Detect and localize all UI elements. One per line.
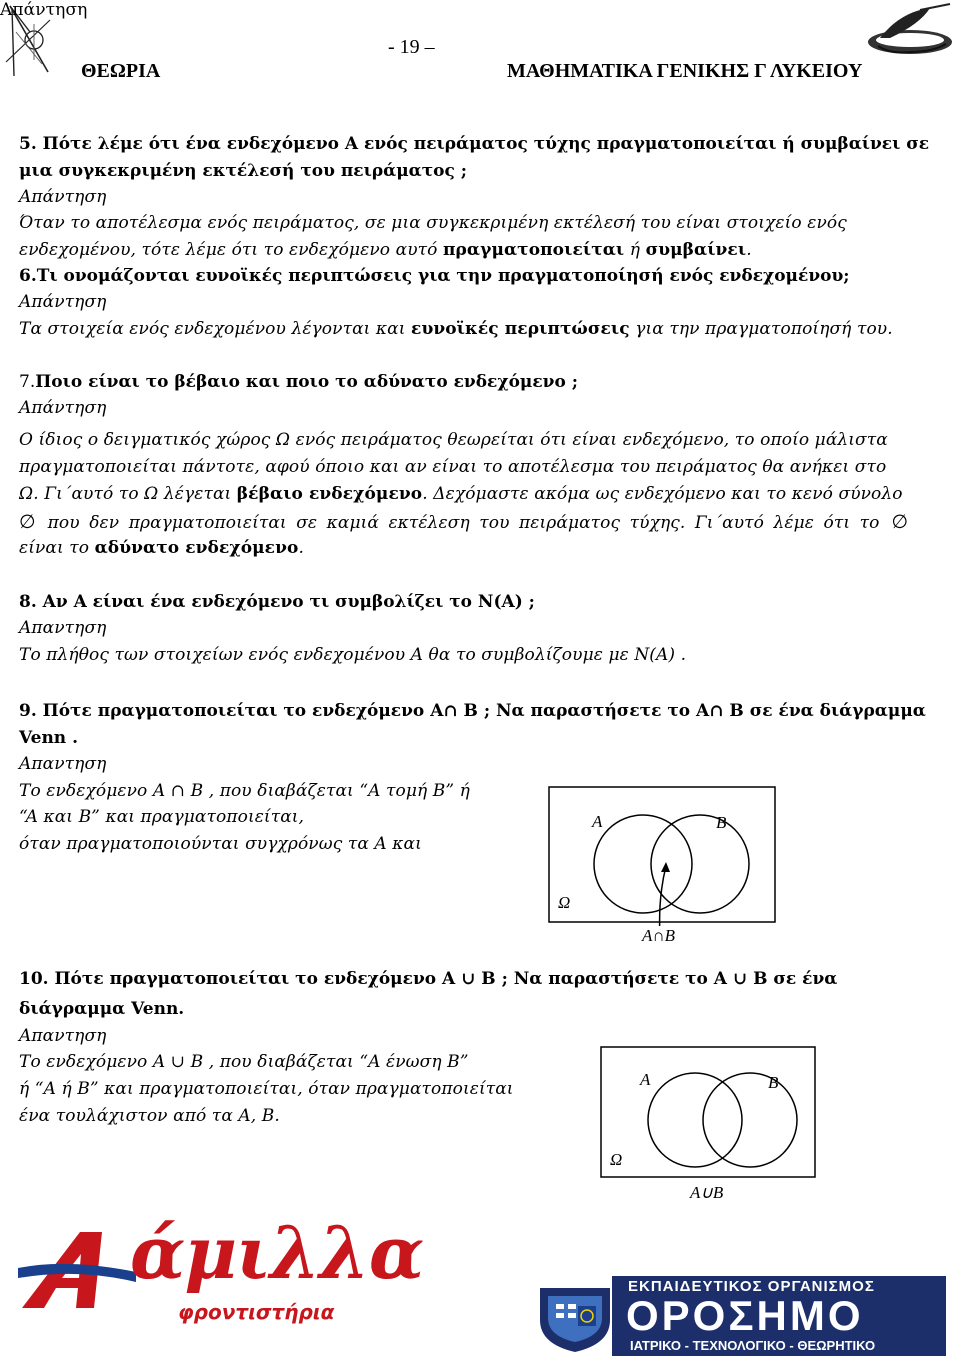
amilla-sub-text: φροντιστήρια bbox=[178, 1300, 335, 1324]
answer-label: Απαντηση bbox=[19, 754, 107, 774]
answer-line: ένα τουλάχιστον από τα A, B. bbox=[19, 1106, 280, 1126]
answer-line: Το ενδεχόμενο A ∪ B , που διαβάζεται “A ένωση B” bbox=[19, 1052, 469, 1072]
amilla-a-mark-icon bbox=[18, 1228, 136, 1312]
sample-space-rect bbox=[549, 787, 775, 922]
answer-line: πραγματοποιείται πάντοτε, αφού όποιο και αν είναι το αποτέλεσμα του πειράματος θα ανήκει στο bbox=[19, 457, 887, 477]
orosimo-banner bbox=[612, 1276, 946, 1356]
orosimo-shield-icon bbox=[530, 1284, 620, 1354]
orosimo-brand-text: ΟΡΟΣΗΜΟ bbox=[626, 1292, 864, 1339]
venn-label-a: A bbox=[640, 1070, 651, 1089]
venn-label-result: A∪B bbox=[690, 1183, 724, 1202]
question-5-title-line2: μια συγκεκριμένη εκτέλεσή του πειράματος ; bbox=[19, 161, 468, 181]
venn-intersection-svg bbox=[548, 786, 778, 926]
bold-term: βέβαιο ενδεχόμενο bbox=[236, 484, 423, 504]
question-8-title: 8. Αν A είναι ένα ενδεχόμενο τι συμβολίζει το N(A) ; bbox=[19, 592, 535, 612]
bold-term: συμβαίνει bbox=[645, 240, 747, 260]
orosimo-top-text: ΕΚΠΑΙΔΕΥΤΙΚΟΣ ΟΡΓΑΝΙΣΜΟΣ bbox=[628, 1278, 875, 1295]
venn-label-omega: Ω bbox=[610, 1150, 623, 1169]
answer-text: . Δεχόμαστε ακόμα ως ενδεχόμενο και το κενό σύνολο bbox=[422, 484, 903, 504]
orosimo-logo bbox=[530, 1284, 620, 1354]
header-right-title: ΜΑΘΗΜΑΤΙΚΑ ΓΕΝΙΚΗΣ Γ ΛΥΚΕΙΟΥ bbox=[507, 60, 863, 82]
header-left-title: ΘΕΩΡΙΑ bbox=[81, 60, 161, 82]
arrow-head bbox=[661, 862, 670, 872]
quill-ink-icon bbox=[860, 2, 956, 60]
answer-line: Ο ίδιος ο δειγματικός χώρος Ω ενός πειράματος θεωρείται ότι είναι ενδεχόμενο, το οποίο μάλιστα bbox=[19, 430, 888, 450]
answer-line: Το πλήθος των στοιχείων ενός ενδεχομένου A θα το συμβολίζουμε με N(A) . bbox=[19, 645, 687, 665]
venn-union-svg bbox=[600, 1046, 818, 1180]
question-10-title-line2: διάγραμμα Venn. bbox=[19, 999, 185, 1019]
venn-label-omega: Ω bbox=[558, 893, 571, 912]
answer-label: Απάντηση bbox=[19, 398, 107, 418]
bold-term: πραγματοποιείται bbox=[442, 240, 625, 260]
answer-text: . bbox=[298, 538, 304, 558]
answer-label: Απάντηση bbox=[19, 187, 107, 207]
answer-line: ή “A ή B” και πραγματοποιείται, όταν πραγματοποιείται bbox=[19, 1079, 514, 1099]
answer-line: Το ενδεχόμενο A ∩ B , που διαβάζεται “A τομή B” ή bbox=[19, 781, 470, 801]
question-text: Ποιο είναι το βέβαιο και ποιο το αδύνατο ενδεχόμενο ; bbox=[35, 372, 579, 392]
venn-label-a: A bbox=[592, 812, 603, 831]
question-6-title: 6.Τι ονομάζονται ευνοϊκές περιπτώσεις για την πραγματοποίησή ενός ενδεχομένου; bbox=[19, 266, 850, 286]
answer-label: Απάντηση bbox=[0, 0, 88, 20]
answer-line bbox=[19, 319, 893, 339]
answer-line: Όταν το αποτέλεσμα ενός πειράματος, σε μια συγκεκριμένη εκτέλεσή του είναι στοιχείο ενός bbox=[19, 213, 847, 233]
bold-term: ευνοϊκές περιπτώσεις bbox=[411, 319, 630, 339]
question-9-title-line1: 9. Πότε πραγματοποιείται το ενδεχόμενο A∩ B ; Να παραστήσετε το A∩ B σε ένα διάγραμμα bbox=[19, 701, 926, 721]
question-5-title-line1: 5. Πότε λέμε ότι ένα ενδεχόμενο A ενός πειράματος τύχης πραγματοποιείται ή συμβαίνει σε bbox=[19, 134, 930, 154]
page-number: - 19 – bbox=[388, 36, 435, 58]
answer-text: . bbox=[746, 240, 752, 260]
answer-line: όταν πραγματοποιούνται συγχρόνως τα A και bbox=[19, 834, 422, 854]
set-a-circle bbox=[648, 1073, 742, 1167]
answer-label: Απάντηση bbox=[19, 292, 107, 312]
question-number: 7. bbox=[19, 372, 36, 392]
answer-text: Ω. Γι΄αυτό το Ω λέγεται bbox=[19, 484, 237, 504]
empty-set-symbol: ∅ bbox=[19, 511, 36, 533]
answer-label: Απαντηση bbox=[19, 1026, 107, 1046]
question-10-title-line1: 10. Πότε πραγματοποιείται το ενδεχόμενο A ∪ B ; Να παραστήσετε το A ∪ B σε ένα bbox=[19, 969, 838, 989]
amilla-brand-text: άμιλλα bbox=[130, 1210, 424, 1295]
venn-label-result: A∩B bbox=[642, 926, 676, 945]
answer-label: Απαντηση bbox=[19, 618, 107, 638]
answer-text: ενδεχομένου, τότε λέμε ότι το ενδεχόμενο αυτό bbox=[19, 240, 443, 260]
answer-text: είναι το bbox=[19, 538, 95, 558]
orosimo-sub-text: ΙΑΤΡΙΚΟ - ΤΕΧΝΟΛΟΓΙΚΟ - ΘΕΩΡΗΤΙΚΟ bbox=[630, 1338, 876, 1353]
set-a-circle bbox=[594, 815, 692, 913]
answer-text: για την πραγματοποίησή του. bbox=[629, 319, 893, 339]
answer-line bbox=[19, 484, 903, 504]
answer-line bbox=[19, 240, 752, 260]
answer-text: που δεν πραγματοποιείται σε καμιά εκτέλεση του πειράματος τύχης. Γι΄αυτό λέμε ότι το bbox=[47, 513, 880, 533]
answer-line bbox=[19, 511, 908, 533]
bold-term: αδύνατο ενδεχόμενο bbox=[94, 538, 299, 558]
venn-label-b: B bbox=[716, 813, 727, 832]
question-9-title-line2: Venn . bbox=[19, 728, 79, 748]
amilla-logo bbox=[18, 1210, 488, 1332]
sample-space-rect bbox=[601, 1047, 815, 1177]
empty-set-symbol: ∅ bbox=[891, 511, 909, 533]
answer-line bbox=[19, 538, 304, 558]
question-7-title bbox=[19, 372, 578, 392]
answer-text: ή bbox=[624, 240, 646, 260]
answer-line: “A και B” και πραγματοποιείται, bbox=[19, 807, 305, 827]
set-b-circle bbox=[703, 1073, 797, 1167]
venn-label-b: B bbox=[768, 1073, 779, 1092]
answer-text: Τα στοιχεία ενός ενδεχομένου λέγονται και bbox=[19, 319, 412, 339]
